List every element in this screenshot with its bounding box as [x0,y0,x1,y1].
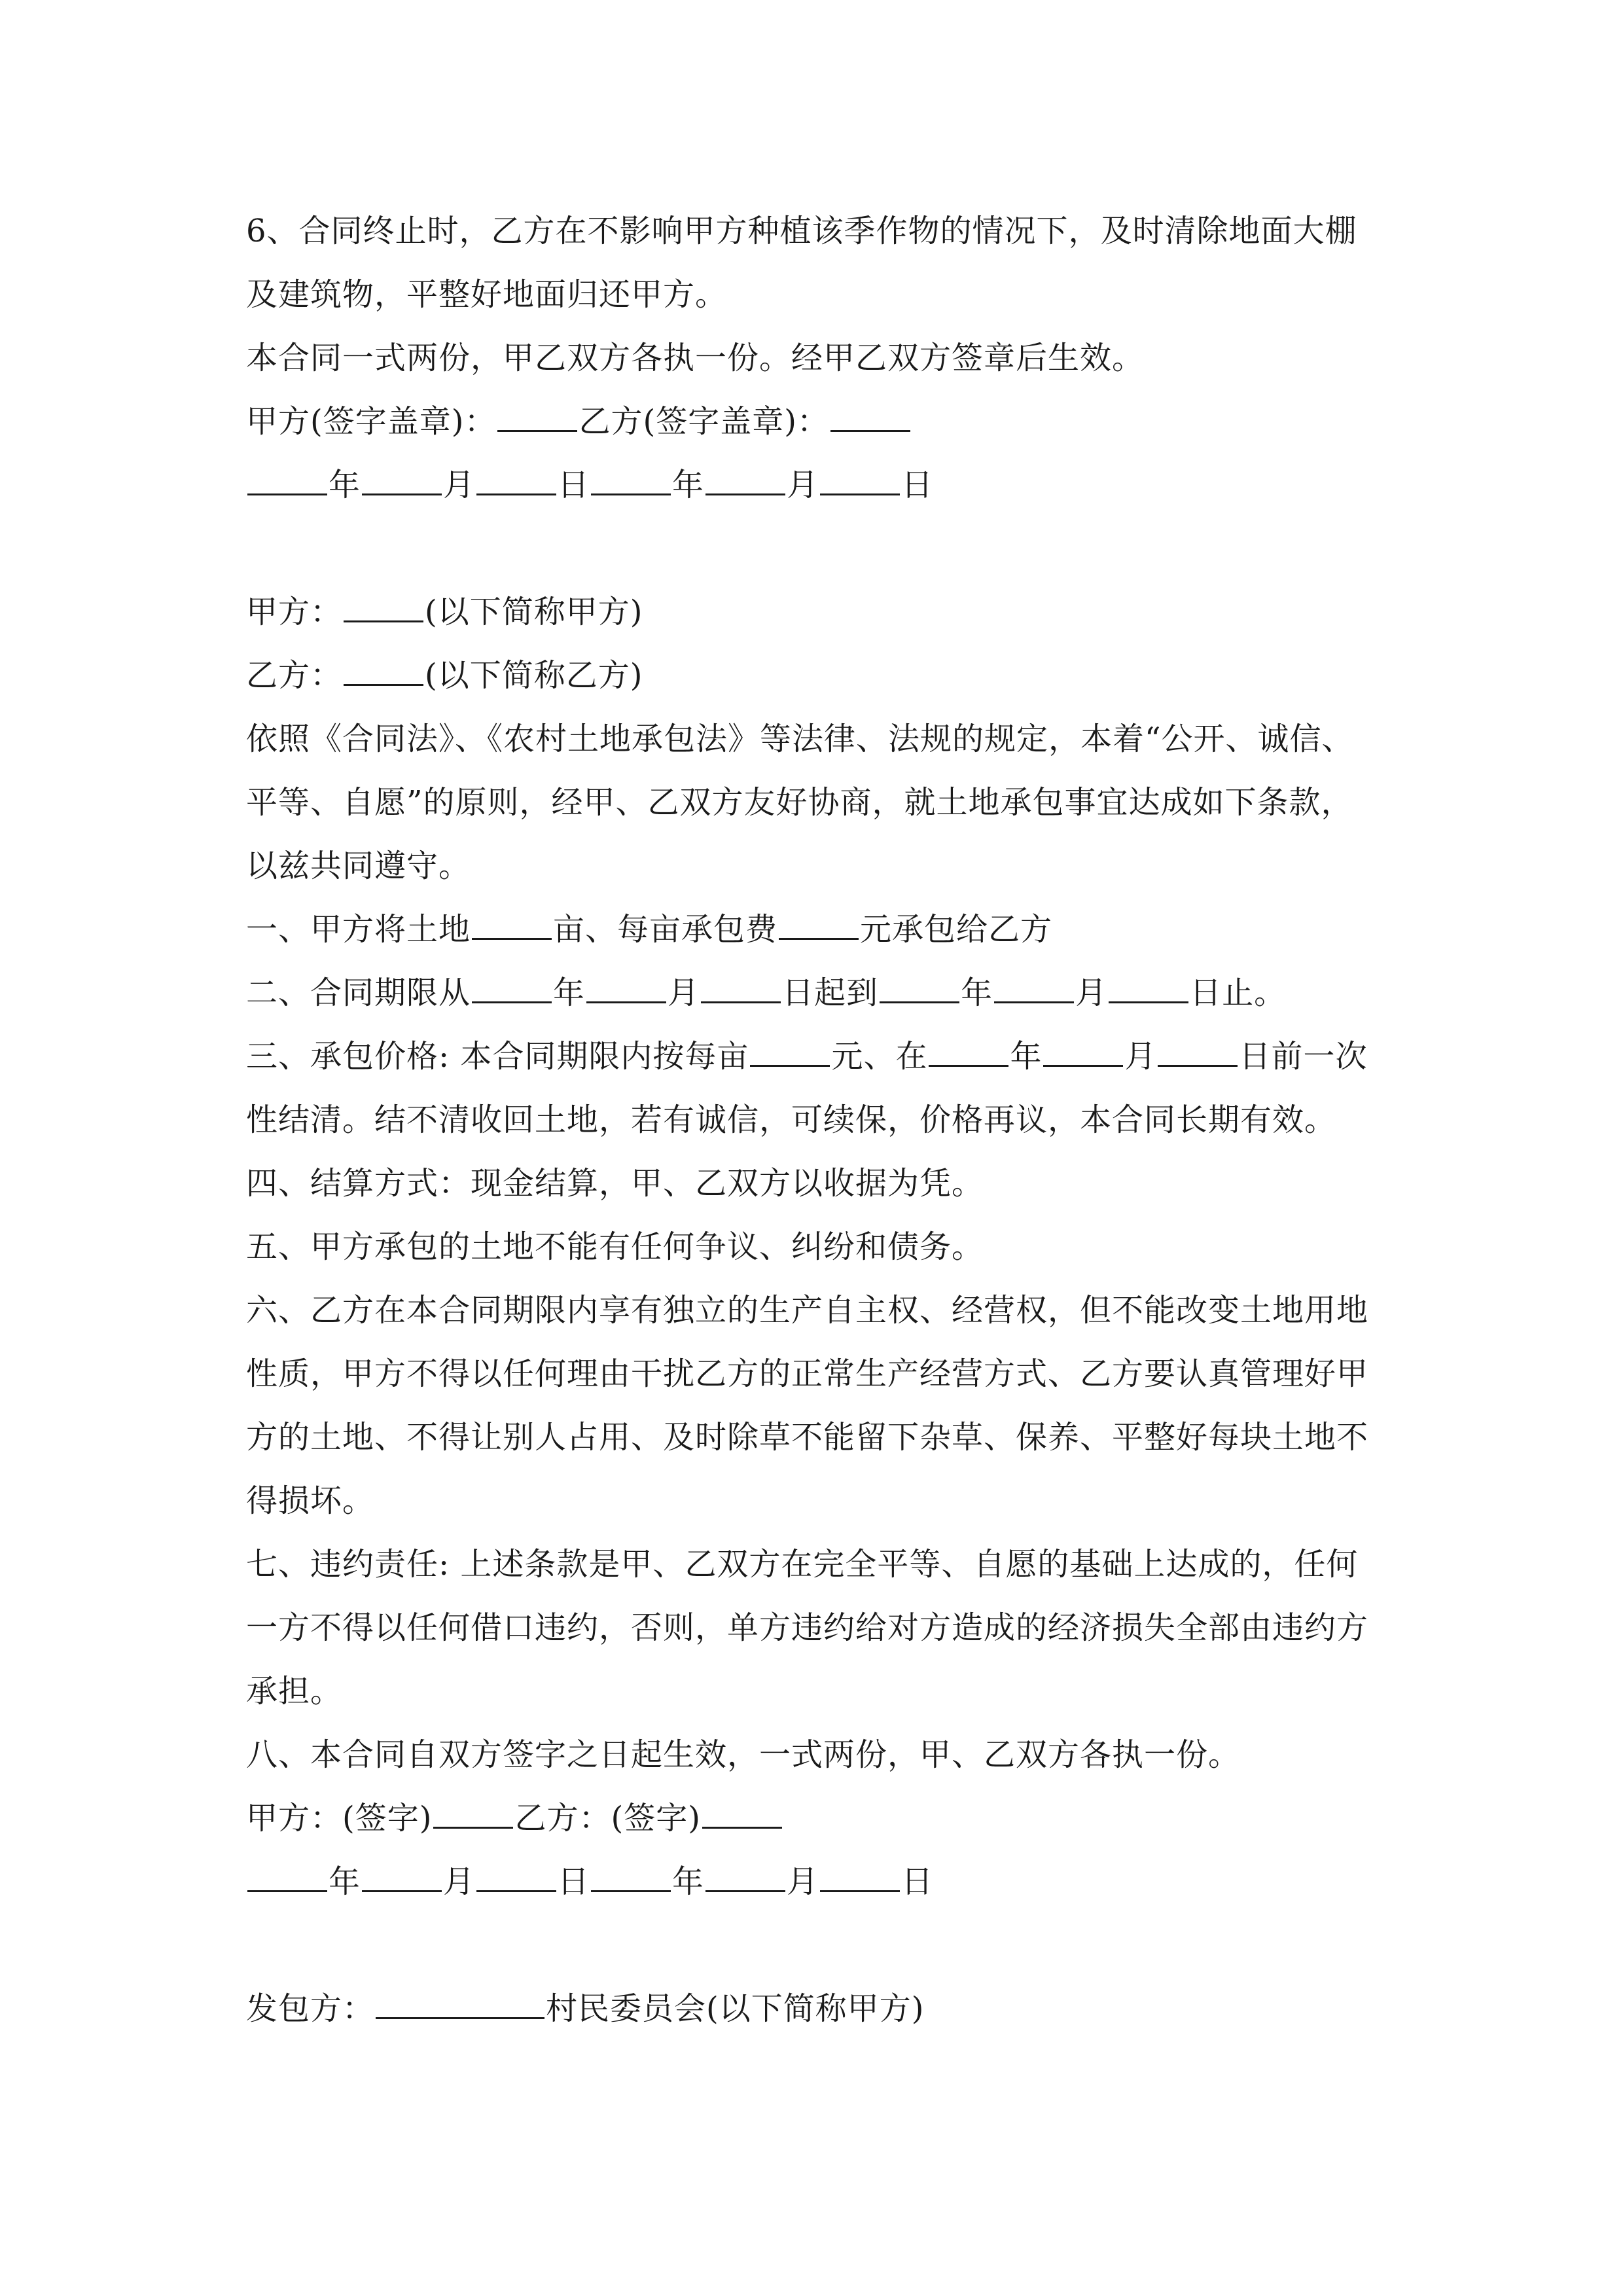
contractor-label: 发包方： [246,1990,375,2027]
clause-6-line-3: 方的土地、不得让别人占用、及时除草不能留下杂草、保养、平整好每块土地不 [246,1419,1369,1456]
date-blank [820,459,900,495]
clause-3-text: 日前一次 [1239,1038,1368,1075]
date-blank [591,1856,671,1892]
signature-line [246,1787,1398,1850]
party-b-label: 乙方： [246,657,343,694]
clause-2-text: 二、合同期限从 [246,975,471,1011]
date-blank [476,459,556,495]
month-label: 月 [668,975,700,1011]
clause-5: 五、甲方承包的土地不能有任何争议、纠纷和债务。 [246,1229,984,1265]
year-label: 年 [672,467,705,503]
date-blank [705,459,785,495]
area-blank [472,904,552,940]
day-label: 日 [901,467,934,503]
date-line-1 [246,454,1398,517]
date-blank [994,967,1074,1003]
date-blank [362,459,442,495]
date-blank [880,967,959,1003]
date-blank [701,967,781,1003]
party-a-blank [344,586,423,622]
date-blank [476,1856,556,1892]
day-label: 日 [558,1863,590,1900]
date-blank [820,1856,900,1892]
seal-signature-line [246,390,1398,454]
section-gap [246,517,1398,581]
date-blank [591,459,671,495]
document-body [246,200,1398,2041]
date-blank [929,1031,1008,1067]
intro-line-1: 依照《合同法》、《农村土地承包法》等法律、法规的规定，本着“公开、诚信、 [246,721,1354,757]
party-b-sign-label: 乙方：(签字) [514,1800,701,1837]
clause-3-line-2: 性结清。结不清收回土地，若有诚信，可续保，价格再议，本合同长期有效。 [246,1102,1337,1138]
party-b-blank [344,650,423,686]
party-a-sign-blank [433,1793,513,1829]
party-b-seal-blank [830,396,910,432]
clause-2-text: 日止。 [1190,975,1287,1011]
year-label: 年 [961,975,993,1011]
year-label: 年 [1010,1038,1043,1075]
party-b-sign-blank [702,1793,782,1829]
clause-7-line-2: 一方不得以任何借口违约，否则，单方违约给对方造成的经济损失全部由违约方 [246,1609,1369,1646]
clause-1-text: 亩、每亩承包费 [553,911,778,948]
month-label: 月 [1124,1038,1157,1075]
party-a-seal-label: 甲方(签字盖章)： [246,403,497,440]
clause-6-line-1: 六、乙方在本合同期限内享有独立的生产自主权、经营权，但不能改变土地用地 [246,1292,1369,1329]
clause-2 [246,961,1398,1025]
clause-6-line-2: 及建筑物，平整好地面归还甲方。 [246,276,728,313]
month-label: 月 [443,1863,476,1900]
day-label: 日 [558,467,590,503]
month-label: 月 [787,1863,819,1900]
contractor-line [246,1977,1398,2041]
clause-6-line-2: 性质，甲方不得以任何理由干扰乙方的正常生产经营方式、乙方要认真管理好甲 [246,1355,1369,1392]
clause-1 [246,898,1398,961]
intro-line-3: 以兹共同遵守。 [246,848,471,884]
clause-4: 四、结算方式：现金结算，甲、乙双方以收据为凭。 [246,1165,984,1202]
month-label: 月 [787,467,819,503]
date-blank [247,1856,327,1892]
date-blank [247,459,327,495]
clause-3-text: 元、在 [831,1038,928,1075]
date-blank [705,1856,785,1892]
date-blank [472,967,552,1003]
contractor-blank [376,1983,544,2019]
party-a-line [246,581,1398,644]
clause-1-text: 一、甲方将土地 [246,911,471,948]
party-b-seal-label: 乙方(签字盖章)： [579,403,829,440]
year-label: 年 [553,975,586,1011]
year-label: 年 [329,1863,361,1900]
month-label: 月 [443,467,476,503]
date-blank [1109,967,1188,1003]
clause-3-line-1 [246,1025,1398,1088]
party-a-label: 甲方： [246,594,343,630]
section-gap [246,1914,1398,1977]
party-b-suffix: (以下简称乙方) [425,657,643,694]
party-a-seal-blank [497,396,577,432]
month-label: 月 [1075,975,1108,1011]
clause-8: 八、本合同自双方签字之日起生效，一式两份，甲、乙双方各执一份。 [246,1736,1241,1773]
party-b-line [246,644,1398,708]
intro-line-2: 平等、自愿”的原则，经甲、乙双方友好协商，就土地承包事宜达成如下条款， [246,784,1353,821]
clause-7-line-1: 七、违约责任: 上述条款是甲、乙双方在完全平等、自愿的基础上达成的，任何 [246,1546,1359,1583]
clause-3-text: 三、承包价格: 本合同期限内按每亩 [246,1038,749,1075]
date-blank [362,1856,442,1892]
day-label: 日 [901,1863,934,1900]
price-blank [750,1031,830,1067]
clause-1-text: 元承包给乙方 [860,911,1053,948]
date-blank [586,967,666,1003]
copies-statement: 本合同一式两份，甲乙双方各执一份。经甲乙双方签章后生效。 [246,340,1145,376]
party-a-suffix: (以下简称甲方) [425,594,643,630]
date-blank [1158,1031,1238,1067]
party-a-sign-label: 甲方：(签字) [246,1800,433,1837]
fee-blank [779,904,859,940]
clause-2-text: 日起到 [782,975,879,1011]
clause-6-line-4: 得损坏。 [246,1482,375,1519]
date-blank [1043,1031,1123,1067]
year-label: 年 [329,467,361,503]
clause-6-line-1: 6、合同终止时，乙方在不影响甲方种植该季作物的情况下，及时清除地面大棚 [246,213,1357,249]
clause-7-line-3: 承担。 [246,1673,343,1710]
contractor-suffix: 村民委员会(以下简称甲方) [546,1990,925,2027]
year-label: 年 [672,1863,705,1900]
date-line-2 [246,1850,1398,1914]
